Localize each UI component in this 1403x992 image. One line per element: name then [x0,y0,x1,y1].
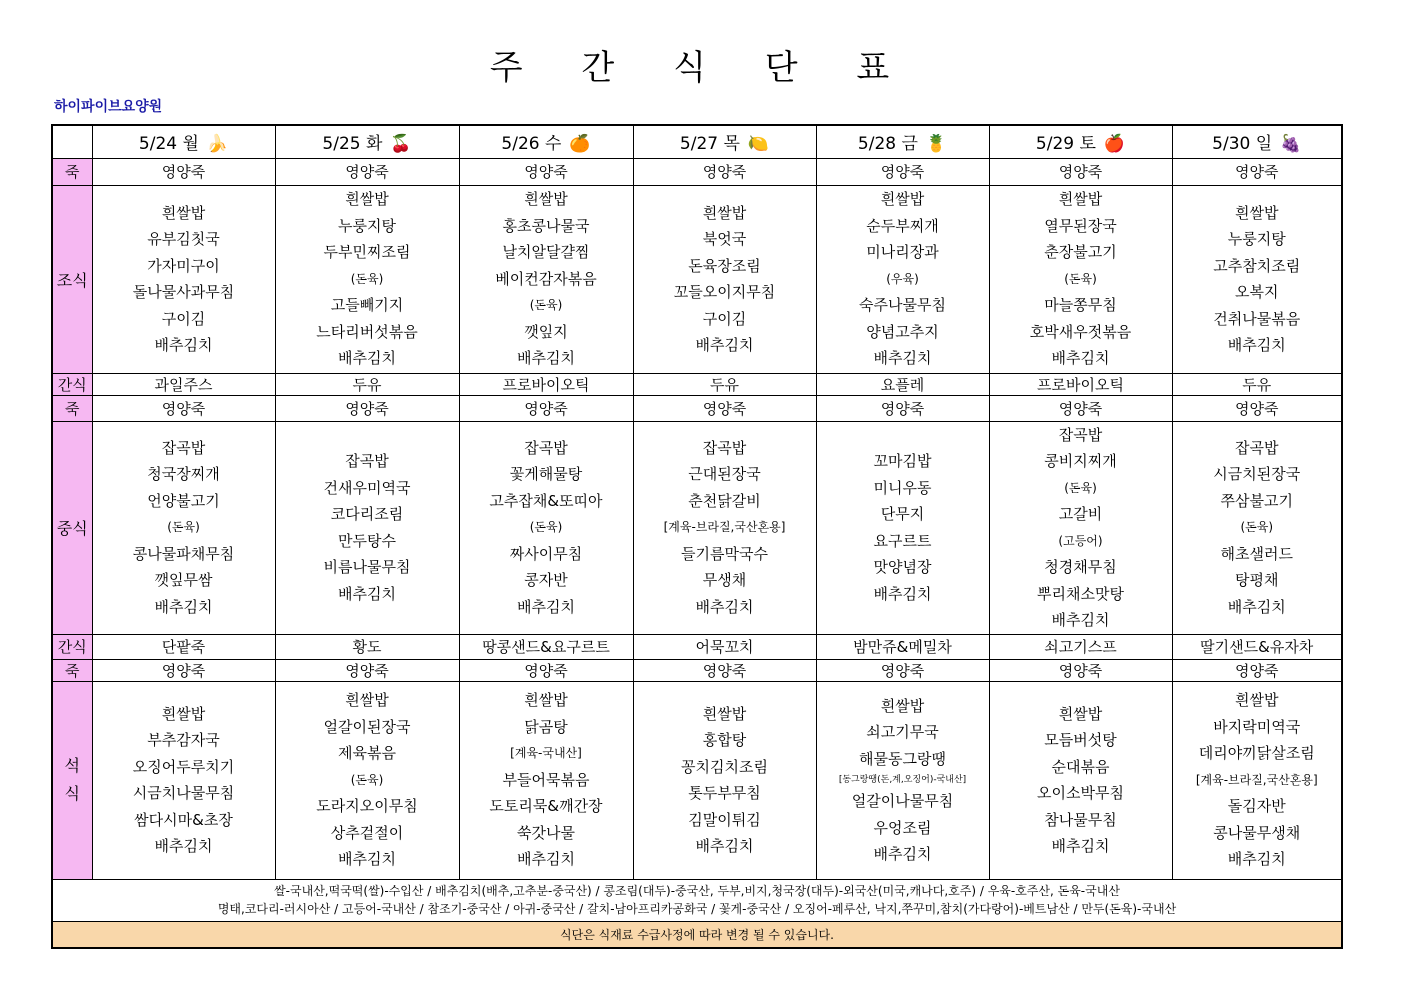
page-title: 주 간 식 단 표 [489,48,914,88]
menu-cell: 영양죽 [633,395,816,421]
menu-item: 순대볶음 [1051,757,1110,776]
menu-cell: 영양죽 [459,659,633,681]
menu-item: 춘장불고기 [1044,243,1117,262]
menu-item: 고추잡채&또띠아 [489,491,603,510]
menu-item: 흰쌀밥 [880,190,925,209]
menu-item: 흰쌀밥 [880,696,925,715]
day-header: 5/26 수 🍊 [459,125,633,158]
breakfast-row [52,185,1342,373]
menu-item: 열무된장국 [1044,216,1117,235]
menu-item: 배추김치 [1227,597,1286,616]
menu-item: 해초샐러드 [1220,544,1293,563]
menu-item: 고갈비 [1058,505,1103,523]
origin-line: 명태,코다리-러시아산 / 고등어-국내산 / 참조기-중국산 / 아귀-중국산 / 갈치-남아프리카공화국 / 꽃게-중국산 / 오징어-페루산, 낙지,쭈꾸미,참치(가다랑어)-베트남산 / 만두(돈육)-국내산 [217,902,1177,916]
menu-item: 콩자반 [524,571,568,590]
lunch-row [52,421,1342,634]
snack-row-pm [52,634,1342,659]
menu-item: 홍합탕 [702,731,747,749]
menu-item: 누룽지탕 [1227,230,1286,248]
menu-item: 해물동그랑땡 [859,749,946,768]
menu-item: (돈육) [1240,520,1274,535]
category-label-juk: 죽 [52,158,92,185]
menu-item: 잡곡밥 [161,438,206,457]
menu-cell: 영양죽 [816,395,989,421]
menu-item: 구이김 [161,309,206,328]
category-label-juk: 죽 [52,659,92,681]
menu-item: (돈육) [1064,271,1097,286]
menu-item: 배추김치 [517,597,575,616]
menu-item: 두부민찌조림 [323,243,411,262]
menu-cell [1172,185,1342,373]
menu-cell: 영양죽 [1172,659,1342,681]
day-header: 5/27 목 🍋 [633,125,816,158]
menu-cell: 영양죽 [275,158,459,185]
cherry-icon: 🍒 [390,134,412,155]
menu-cell: 영양죽 [92,659,275,681]
menu-item: 느타리버섯볶음 [316,322,418,341]
menu-cell: 영양죽 [1172,395,1342,421]
menu-cell: 땅콩샌드&요구르트 [459,634,633,659]
day-header: 5/29 토 🍎 [989,125,1172,158]
category-label-snack: 간식 [52,373,92,395]
menu-item: 배추김치 [1051,349,1110,368]
menu-item: 호박새우젓볶음 [1029,322,1132,341]
pineapple-icon: 🍍 [925,134,948,155]
menu-item: 콩나물파채무침 [132,544,235,563]
lemon-icon: 🍋 [747,134,770,155]
menu-item: 쌈다시마&초장 [134,810,233,829]
juk-row-noon [52,395,1342,421]
menu-item: 배추김치 [1051,611,1110,629]
grape-icon: 🍇 [1280,134,1302,155]
menu-item: 배추김치 [154,597,213,616]
menu-item: 데리야끼닭살조림 [1198,744,1315,763]
menu-item: [계육-국내산] [510,746,582,761]
menu-item: 흰쌀밥 [524,190,568,209]
menu-item: 꼬마김밥 [873,452,932,470]
menu-cell: 영양죽 [989,659,1172,681]
menu-cell [989,185,1172,373]
menu-item: 마늘쫑무침 [1044,296,1117,315]
menu-item: 홍초콩나물국 [502,216,590,235]
menu-item: (돈육) [529,520,563,535]
origin-line: 쌀-국내산,떡국떡(쌀)-수입산 / 배추김치(배추,고추분-중국산) / 콩조림(대두)-중국산, 두부,비지,청국장(대두)-외국산(미국,캐나다,호주) / 우육-호주산, 돈육-국내산 [274,884,1120,898]
menu-cell: 쇠고기스프 [989,634,1172,659]
menu-item: 꽁치김치조림 [681,757,768,776]
menu-item: 바지락미역국 [1213,717,1301,736]
category-label-breakfast: 조식 [52,185,92,373]
menu-cell [459,421,633,634]
menu-item: 배추김치 [873,584,932,603]
menu-cell [633,421,816,634]
menu-item: 배추김치 [695,336,754,354]
menu-item: 배추김치 [873,845,932,863]
menu-cell [459,185,633,373]
corner-cell [52,125,92,158]
menu-item: 흰쌀밥 [1058,704,1103,723]
menu-item: 콩나물무생채 [1213,823,1301,842]
menu-cell: 영양죽 [1172,158,1342,185]
menu-cell [459,681,633,879]
menu-item: 배추김치 [338,850,396,869]
menu-item: 모듬버섯탕 [1044,731,1117,749]
menu-cell [816,681,989,879]
menu-cell: 영양죽 [92,395,275,421]
day-header: 5/28 금 🍍 [816,125,989,158]
menu-cell: 단팥죽 [92,634,275,659]
menu-item: 누룽지탕 [338,216,396,235]
menu-item: 우엉조림 [873,818,932,837]
menu-item: 쭈삼불고기 [1220,491,1293,510]
menu-cell [275,681,459,879]
menu-cell: 영양죽 [816,158,989,185]
menu-cell [92,681,275,879]
menu-item: 얼갈이된장국 [323,717,411,736]
menu-item: 요구르트 [873,531,932,550]
menu-item: 건취나물볶음 [1213,309,1301,328]
menu-item: 깻잎무쌈 [154,571,213,590]
menu-item: 탕평채 [1235,571,1279,590]
menu-item: 근대된장국 [688,465,761,484]
menu-cell [633,185,816,373]
menu-item: 톳두부무침 [688,784,761,802]
menu-item: 제육볶음 [338,744,396,763]
menu-cell: 영양죽 [92,158,275,185]
menu-item: 쇠고기무국 [866,723,939,741]
menu-cell: 영양죽 [459,395,633,421]
menu-cell [1172,421,1342,634]
menu-item: 춘천닭갈비 [688,491,761,510]
menu-cell: 영양죽 [633,659,816,681]
apple-icon: 🍎 [1103,134,1126,155]
menu-cell [633,681,816,879]
menu-item: 배추김치 [1227,850,1286,869]
menu-item: 잡곡밥 [1235,438,1279,457]
menu-item: 구이김 [702,309,747,328]
menu-item: 양념고추지 [866,322,939,341]
menu-item: 콩비지찌개 [1044,452,1117,470]
menu-item: 고들빼기지 [330,296,404,315]
menu-item: 코다리조림 [330,505,404,523]
category-label-juk: 죽 [52,395,92,421]
menu-item: (돈육) [350,772,384,787]
menu-cell [816,421,989,634]
menu-item: 베이컨감자볶음 [495,269,597,288]
menu-item: 맛양념장 [873,558,932,576]
menu-item: 깻잎지 [524,322,568,341]
menu-item: 들기름막국수 [681,544,768,563]
menu-item: 유부김칫국 [147,230,220,248]
menu-item: 도라지오이무침 [316,797,418,816]
menu-item: 배추김치 [154,336,213,354]
menu-item: (돈육) [1064,480,1097,495]
day-header: 5/30 일 🍇 [1172,125,1342,158]
menu-item: 무생채 [702,571,747,590]
snack-row-am [52,373,1342,395]
menu-item: 흰쌀밥 [161,203,206,222]
day-header-row [52,125,1342,158]
menu-item: [계육-브라질,국산혼용] [663,520,786,535]
menu-item: 흰쌀밥 [524,691,568,710]
menu-item: 숙주나물무침 [859,296,946,315]
menu-item: 건새우미역국 [323,478,411,497]
menu-item: 흰쌀밥 [345,190,389,209]
menu-item: 꼬들오이지무침 [673,283,776,301]
menu-item: 짜사이무침 [509,544,583,563]
menu-item: 시금치나물무침 [132,784,235,802]
menu-item: 비름나물무침 [323,558,411,576]
menu-item: 미니우동 [873,478,932,497]
menu-item: 흰쌀밥 [1235,203,1279,222]
menu-cell: 두유 [1172,373,1342,395]
menu-cell: 밤만쥬&메밀차 [816,634,989,659]
menu-item: 흰쌀밥 [702,704,747,723]
menu-item: 잡곡밥 [1058,425,1103,444]
menu-cell: 요플레 [816,373,989,395]
notice-text: 식단은 식재료 수급사정에 따라 변경 될 수 있습니다. [52,921,1342,948]
menu-item: 쑥갓나물 [517,823,575,842]
menu-item: 가자미구이 [147,256,220,275]
menu-item: 단무지 [880,505,925,523]
dinner-row [52,681,1342,879]
menu-item: 만두탕수 [338,531,396,550]
category-label-dinner: 석 식 [52,681,92,879]
menu-cell: 영양죽 [633,158,816,185]
menu-item: 돌나물사과무침 [132,283,235,301]
menu-cell: 프로바이오틱 [459,373,633,395]
menu-cell: 프로바이오틱 [989,373,1172,395]
menu-item: 잡곡밥 [702,438,747,457]
menu-item: 시금치된장국 [1213,465,1301,484]
menu-item: 상추겉절이 [330,823,404,842]
menu-item: 닭곰탕 [524,717,568,736]
banana-icon: 🍌 [206,134,229,155]
juk-row-morning [52,158,1342,185]
menu-cell: 두유 [633,373,816,395]
menu-cell [989,421,1172,634]
menu-cell [989,681,1172,879]
menu-item: 김말이튀김 [688,810,761,829]
organization-name: 하이파이브요양원 [54,99,163,115]
menu-item: 미나리장과 [866,243,939,262]
menu-cell: 영양죽 [275,659,459,681]
menu-item: 고추참치조림 [1213,256,1301,275]
menu-item: 배추김치 [154,837,213,855]
menu-cell [275,185,459,373]
menu-item: (돈육) [167,520,200,535]
menu-item: 북엇국 [702,230,747,248]
menu-item: 부들어묵볶음 [502,770,590,789]
menu-item: (우육) [886,271,919,286]
origin-info [52,879,1342,921]
menu-cell: 과일주스 [92,373,275,395]
menu-item: 배추김치 [695,837,754,855]
menu-item: 얼갈이나물무침 [851,792,954,810]
juk-row-evening [52,659,1342,681]
menu-cell: 영양죽 [816,659,989,681]
menu-item: 배추김치 [338,349,396,368]
menu-cell [816,185,989,373]
menu-item: 오복지 [1235,283,1279,301]
menu-item: 배추김치 [1051,837,1110,855]
menu-cell: 영양죽 [459,158,633,185]
menu-item: (돈육) [529,298,563,313]
menu-item: 언양불고기 [147,491,220,510]
menu-cell [92,421,275,634]
menu-cell: 황도 [275,634,459,659]
menu-cell: 두유 [275,373,459,395]
menu-item: 오이소박무침 [1037,784,1124,802]
menu-item: 돈육장조림 [688,256,761,275]
menu-cell: 영양죽 [989,158,1172,185]
menu-item: 잡곡밥 [345,452,389,470]
menu-item: 돌김자반 [1227,797,1286,816]
day-header: 5/25 화 🍒 [275,125,459,158]
menu-item: 배추김치 [517,850,575,869]
menu-cell: 영양죽 [989,395,1172,421]
menu-item: 꽃게해물탕 [509,465,583,484]
menu-item: 뿌리채소맛탕 [1037,584,1124,603]
menu-item: 오징어두루치기 [132,757,235,776]
menu-cell: 딸기샌드&유자차 [1172,634,1342,659]
menu-cell [1172,681,1342,879]
notice-row [52,921,1342,948]
menu-item: 부추감자국 [147,731,220,749]
category-label-lunch: 중식 [52,421,92,634]
menu-cell: 영양죽 [275,395,459,421]
menu-item: 청경채무침 [1044,558,1117,576]
menu-item: 배추김치 [517,349,575,368]
menu-item: 배추김치 [695,597,754,616]
menu-cell: 어묵꼬치 [633,634,816,659]
orange-icon: 🍊 [569,134,591,155]
weekly-menu-table [51,124,1343,949]
menu-item: 흰쌀밥 [161,704,206,723]
menu-item: 흰쌀밥 [1235,691,1279,710]
menu-item: [동그랑땡(돈,계,오징어)-국내산] [838,775,967,785]
menu-item: 도토리묵&깨간장 [489,797,603,816]
category-label-snack: 간식 [52,634,92,659]
origin-row [52,879,1342,921]
menu-item: 날치알달걀찜 [502,243,590,262]
menu-item: [계육-브라질,국산혼용] [1195,772,1318,787]
menu-cell [275,421,459,634]
menu-item: 흰쌀밥 [345,691,389,710]
menu-item: 흰쌀밥 [702,203,747,222]
menu-item: 배추김치 [338,584,396,603]
menu-item: 청국장찌개 [147,465,220,484]
menu-item: 순두부찌개 [866,216,939,235]
menu-item: 흰쌀밥 [1058,190,1103,209]
menu-item: 배추김치 [873,349,932,368]
menu-item: 잡곡밥 [524,438,568,457]
menu-item: 참나물무침 [1044,810,1117,829]
menu-item: 배추김치 [1227,336,1286,354]
menu-item: (고등어) [1058,533,1103,548]
menu-cell [92,185,275,373]
day-header: 5/24 월 🍌 [92,125,275,158]
menu-item: (돈육) [350,271,384,286]
